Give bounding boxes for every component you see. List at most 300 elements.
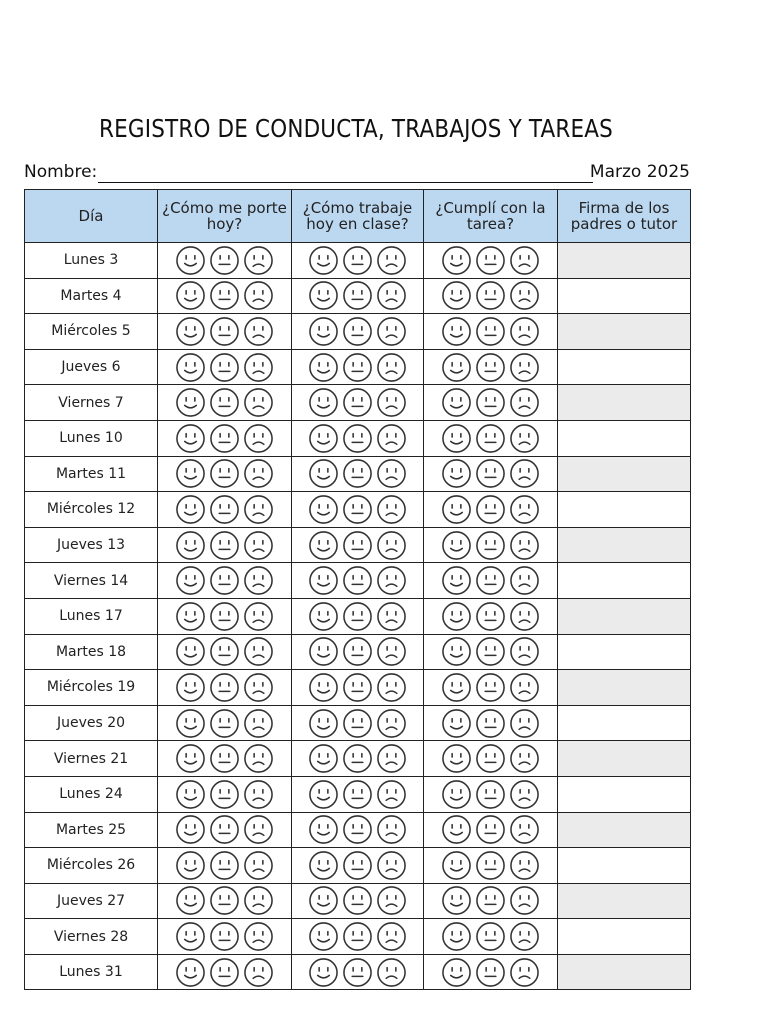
sad-face-icon[interactable]	[376, 921, 407, 952]
happy-face-icon[interactable]	[308, 672, 339, 703]
happy-face-icon[interactable]	[441, 601, 472, 632]
sad-face-icon[interactable]	[243, 494, 274, 525]
signature-cell[interactable]	[558, 314, 691, 350]
sad-face-icon[interactable]	[376, 779, 407, 810]
sad-face-icon[interactable]	[243, 743, 274, 774]
happy-face-icon[interactable]	[441, 885, 472, 916]
log-body	[25, 243, 691, 990]
happy-face-icon[interactable]	[175, 779, 206, 810]
neutral-face-icon[interactable]	[475, 494, 506, 525]
neutral-face-icon[interactable]	[475, 814, 506, 845]
happy-face-icon[interactable]	[441, 387, 472, 418]
behavior-rating-cell	[158, 776, 292, 812]
day-cell: Martes 25	[25, 812, 158, 848]
sad-face-icon[interactable]	[376, 316, 407, 347]
happy-face-icon[interactable]	[441, 636, 472, 667]
header-row	[25, 190, 691, 243]
happy-face-icon[interactable]	[175, 280, 206, 311]
sad-face-icon[interactable]	[376, 636, 407, 667]
sad-face-icon[interactable]	[509, 423, 540, 454]
neutral-face-icon[interactable]	[475, 565, 506, 596]
happy-face-icon[interactable]	[175, 387, 206, 418]
sad-face-icon[interactable]	[376, 601, 407, 632]
classwork-rating-cell	[292, 492, 424, 528]
homework-rating-cell	[424, 634, 558, 670]
neutral-face-icon[interactable]	[209, 280, 240, 311]
neutral-face-icon[interactable]	[209, 636, 240, 667]
happy-face-icon[interactable]	[308, 352, 339, 383]
sad-face-icon[interactable]	[509, 957, 540, 988]
sad-face-icon[interactable]	[376, 458, 407, 489]
sad-face-icon[interactable]	[509, 316, 540, 347]
sad-face-icon[interactable]	[376, 565, 407, 596]
sad-face-icon[interactable]	[243, 316, 274, 347]
happy-face-icon[interactable]	[175, 636, 206, 667]
table-row	[25, 278, 691, 314]
sad-face-icon[interactable]	[243, 530, 274, 561]
sad-face-icon[interactable]	[509, 530, 540, 561]
neutral-face-icon[interactable]	[209, 779, 240, 810]
behavior-rating-cell	[158, 705, 292, 741]
signature-cell[interactable]	[558, 563, 691, 599]
behavior-rating-cell	[158, 954, 292, 990]
sad-face-icon[interactable]	[243, 280, 274, 311]
signature-cell[interactable]	[558, 883, 691, 919]
happy-face-icon[interactable]	[441, 850, 472, 881]
neutral-face-icon[interactable]	[475, 850, 506, 881]
sad-face-icon[interactable]	[243, 352, 274, 383]
happy-face-icon[interactable]	[175, 352, 206, 383]
sad-face-icon[interactable]	[509, 636, 540, 667]
neutral-face-icon[interactable]	[209, 494, 240, 525]
sad-face-icon[interactable]	[509, 921, 540, 952]
happy-face-icon[interactable]	[175, 708, 206, 739]
sad-face-icon[interactable]	[243, 565, 274, 596]
happy-face-icon[interactable]	[175, 458, 206, 489]
happy-face-icon[interactable]	[175, 423, 206, 454]
happy-face-icon[interactable]	[441, 280, 472, 311]
signature-cell[interactable]	[558, 812, 691, 848]
neutral-face-icon[interactable]	[342, 885, 373, 916]
sad-face-icon[interactable]	[376, 814, 407, 845]
behavior-rating-cell	[158, 278, 292, 314]
neutral-face-icon[interactable]	[342, 743, 373, 774]
happy-face-icon[interactable]	[441, 530, 472, 561]
neutral-face-icon[interactable]	[209, 957, 240, 988]
signature-cell[interactable]	[558, 420, 691, 456]
neutral-face-icon[interactable]	[475, 316, 506, 347]
neutral-face-icon[interactable]	[475, 921, 506, 952]
happy-face-icon[interactable]	[175, 530, 206, 561]
signature-cell[interactable]	[558, 243, 691, 279]
sad-face-icon[interactable]	[509, 245, 540, 276]
classwork-rating-cell	[292, 527, 424, 563]
sad-face-icon[interactable]	[243, 921, 274, 952]
happy-face-icon[interactable]	[441, 921, 472, 952]
homework-face-options	[424, 423, 557, 454]
signature-cell[interactable]	[558, 349, 691, 385]
happy-face-icon[interactable]	[441, 814, 472, 845]
neutral-face-icon[interactable]	[209, 530, 240, 561]
neutral-face-icon[interactable]	[475, 245, 506, 276]
homework-rating-cell	[424, 527, 558, 563]
homework-face-options	[424, 708, 557, 739]
table-row	[25, 919, 691, 955]
table-row	[25, 349, 691, 385]
neutral-face-icon[interactable]	[342, 672, 373, 703]
neutral-face-icon[interactable]	[342, 850, 373, 881]
neutral-face-icon[interactable]	[342, 245, 373, 276]
happy-face-icon[interactable]	[175, 885, 206, 916]
signature-cell[interactable]	[558, 634, 691, 670]
sad-face-icon[interactable]	[376, 245, 407, 276]
behavior-face-options	[158, 352, 291, 383]
behavior-face-options	[158, 280, 291, 311]
happy-face-icon[interactable]	[175, 601, 206, 632]
happy-face-icon[interactable]	[308, 280, 339, 311]
month-label: Marzo 2025	[589, 162, 690, 182]
neutral-face-icon[interactable]	[342, 458, 373, 489]
table-row	[25, 492, 691, 528]
behavior-face-options	[158, 708, 291, 739]
sad-face-icon[interactable]	[243, 636, 274, 667]
day-cell: Lunes 17	[25, 598, 158, 634]
neutral-face-icon[interactable]	[475, 423, 506, 454]
homework-face-options	[424, 636, 557, 667]
signature-cell[interactable]	[558, 776, 691, 812]
happy-face-icon[interactable]	[175, 565, 206, 596]
neutral-face-icon[interactable]	[209, 814, 240, 845]
happy-face-icon[interactable]	[441, 779, 472, 810]
happy-face-icon[interactable]	[308, 779, 339, 810]
neutral-face-icon[interactable]	[209, 458, 240, 489]
happy-face-icon[interactable]	[308, 885, 339, 916]
happy-face-icon[interactable]	[175, 850, 206, 881]
neutral-face-icon[interactable]	[475, 957, 506, 988]
neutral-face-icon[interactable]	[342, 530, 373, 561]
behavior-rating-cell	[158, 456, 292, 492]
happy-face-icon[interactable]	[441, 423, 472, 454]
behavior-face-options	[158, 423, 291, 454]
sad-face-icon[interactable]	[243, 245, 274, 276]
neutral-face-icon[interactable]	[209, 921, 240, 952]
sad-face-icon[interactable]	[509, 814, 540, 845]
classwork-face-options	[292, 672, 423, 703]
signature-cell[interactable]	[558, 385, 691, 421]
signature-cell[interactable]	[558, 741, 691, 777]
day-cell: Miércoles 12	[25, 492, 158, 528]
neutral-face-icon[interactable]	[475, 458, 506, 489]
sad-face-icon[interactable]	[376, 423, 407, 454]
homework-rating-cell	[424, 812, 558, 848]
homework-rating-cell	[424, 563, 558, 599]
sad-face-icon[interactable]	[376, 280, 407, 311]
neutral-face-icon[interactable]	[475, 743, 506, 774]
homework-face-options	[424, 352, 557, 383]
day-cell: Lunes 24	[25, 776, 158, 812]
neutral-face-icon[interactable]	[342, 779, 373, 810]
signature-cell[interactable]	[558, 919, 691, 955]
classwork-rating-cell	[292, 243, 424, 279]
happy-face-icon[interactable]	[441, 352, 472, 383]
neutral-face-icon[interactable]	[342, 387, 373, 418]
neutral-face-icon[interactable]	[475, 601, 506, 632]
behavior-face-options	[158, 743, 291, 774]
happy-face-icon[interactable]	[308, 957, 339, 988]
sad-face-icon[interactable]	[509, 708, 540, 739]
happy-face-icon[interactable]	[308, 458, 339, 489]
neutral-face-icon[interactable]	[475, 885, 506, 916]
happy-face-icon[interactable]	[175, 743, 206, 774]
classwork-face-options	[292, 885, 423, 916]
happy-face-icon[interactable]	[441, 708, 472, 739]
sad-face-icon[interactable]	[376, 352, 407, 383]
day-cell: Jueves 6	[25, 349, 158, 385]
happy-face-icon[interactable]	[441, 672, 472, 703]
sad-face-icon[interactable]	[509, 601, 540, 632]
happy-face-icon[interactable]	[441, 245, 472, 276]
neutral-face-icon[interactable]	[475, 530, 506, 561]
sad-face-icon[interactable]	[376, 708, 407, 739]
sad-face-icon[interactable]	[376, 885, 407, 916]
happy-face-icon[interactable]	[308, 565, 339, 596]
neutral-face-icon[interactable]	[342, 957, 373, 988]
day-cell: Viernes 14	[25, 563, 158, 599]
classwork-rating-cell	[292, 812, 424, 848]
classwork-face-options	[292, 850, 423, 881]
sad-face-icon[interactable]	[509, 280, 540, 311]
signature-cell[interactable]	[558, 670, 691, 706]
happy-face-icon[interactable]	[308, 850, 339, 881]
sad-face-icon[interactable]	[509, 779, 540, 810]
happy-face-icon[interactable]	[308, 387, 339, 418]
happy-face-icon[interactable]	[308, 708, 339, 739]
neutral-face-icon[interactable]	[342, 565, 373, 596]
homework-rating-cell	[424, 705, 558, 741]
sad-face-icon[interactable]	[509, 494, 540, 525]
happy-face-icon[interactable]	[175, 494, 206, 525]
sad-face-icon[interactable]	[376, 672, 407, 703]
homework-rating-cell	[424, 741, 558, 777]
signature-cell[interactable]	[558, 954, 691, 990]
signature-cell[interactable]	[558, 848, 691, 884]
classwork-rating-cell	[292, 456, 424, 492]
neutral-face-icon[interactable]	[475, 352, 506, 383]
table-row	[25, 314, 691, 350]
name-field[interactable]	[98, 182, 593, 183]
sad-face-icon[interactable]	[243, 885, 274, 916]
happy-face-icon[interactable]	[308, 316, 339, 347]
table-row	[25, 741, 691, 777]
classwork-rating-cell	[292, 598, 424, 634]
behavior-rating-cell	[158, 527, 292, 563]
happy-face-icon[interactable]	[308, 494, 339, 525]
sad-face-icon[interactable]	[509, 458, 540, 489]
behavior-face-options	[158, 672, 291, 703]
sad-face-icon[interactable]	[243, 387, 274, 418]
sad-face-icon[interactable]	[243, 779, 274, 810]
sad-face-icon[interactable]	[243, 850, 274, 881]
neutral-face-icon[interactable]	[475, 779, 506, 810]
behavior-log-table	[24, 189, 691, 990]
signature-cell[interactable]	[558, 456, 691, 492]
sad-face-icon[interactable]	[376, 494, 407, 525]
happy-face-icon[interactable]	[175, 814, 206, 845]
classwork-face-options	[292, 387, 423, 418]
behavior-rating-cell	[158, 598, 292, 634]
signature-cell[interactable]	[558, 705, 691, 741]
classwork-rating-cell	[292, 741, 424, 777]
sad-face-icon[interactable]	[243, 672, 274, 703]
day-cell: Lunes 10	[25, 420, 158, 456]
day-cell: Martes 11	[25, 456, 158, 492]
classwork-face-options	[292, 352, 423, 383]
classwork-rating-cell	[292, 634, 424, 670]
homework-face-options	[424, 885, 557, 916]
sad-face-icon[interactable]	[509, 565, 540, 596]
neutral-face-icon[interactable]	[342, 352, 373, 383]
neutral-face-icon[interactable]	[209, 850, 240, 881]
happy-face-icon[interactable]	[308, 530, 339, 561]
happy-face-icon[interactable]	[175, 316, 206, 347]
signature-cell[interactable]	[558, 527, 691, 563]
happy-face-icon[interactable]	[441, 494, 472, 525]
table-row	[25, 848, 691, 884]
happy-face-icon[interactable]	[308, 636, 339, 667]
classwork-face-options	[292, 743, 423, 774]
homework-rating-cell	[424, 314, 558, 350]
happy-face-icon[interactable]	[175, 957, 206, 988]
homework-rating-cell	[424, 670, 558, 706]
neutral-face-icon[interactable]	[209, 565, 240, 596]
signature-cell[interactable]	[558, 598, 691, 634]
header-signature: Firma de los padres o tutor	[558, 190, 691, 243]
neutral-face-icon[interactable]	[342, 494, 373, 525]
classwork-face-options	[292, 708, 423, 739]
happy-face-icon[interactable]	[441, 458, 472, 489]
behavior-face-options	[158, 458, 291, 489]
classwork-face-options	[292, 565, 423, 596]
sad-face-icon[interactable]	[376, 743, 407, 774]
happy-face-icon[interactable]	[308, 423, 339, 454]
sad-face-icon[interactable]	[376, 850, 407, 881]
header-day: Día	[25, 190, 158, 243]
signature-cell[interactable]	[558, 278, 691, 314]
day-cell: Lunes 3	[25, 243, 158, 279]
neutral-face-icon[interactable]	[209, 743, 240, 774]
sad-face-icon[interactable]	[243, 708, 274, 739]
behavior-rating-cell	[158, 741, 292, 777]
sad-face-icon[interactable]	[509, 672, 540, 703]
table-row	[25, 456, 691, 492]
behavior-rating-cell	[158, 385, 292, 421]
neutral-face-icon[interactable]	[209, 316, 240, 347]
sad-face-icon[interactable]	[509, 885, 540, 916]
neutral-face-icon[interactable]	[209, 387, 240, 418]
happy-face-icon[interactable]	[308, 743, 339, 774]
neutral-face-icon[interactable]	[342, 708, 373, 739]
happy-face-icon[interactable]	[308, 245, 339, 276]
behavior-face-options	[158, 245, 291, 276]
happy-face-icon[interactable]	[441, 565, 472, 596]
sad-face-icon[interactable]	[376, 387, 407, 418]
classwork-rating-cell	[292, 883, 424, 919]
happy-face-icon[interactable]	[308, 601, 339, 632]
sad-face-icon[interactable]	[376, 530, 407, 561]
happy-face-icon[interactable]	[308, 814, 339, 845]
neutral-face-icon[interactable]	[342, 601, 373, 632]
neutral-face-icon[interactable]	[342, 280, 373, 311]
behavior-face-options	[158, 779, 291, 810]
happy-face-icon[interactable]	[441, 316, 472, 347]
sad-face-icon[interactable]	[509, 850, 540, 881]
classwork-rating-cell	[292, 670, 424, 706]
happy-face-icon[interactable]	[308, 921, 339, 952]
homework-face-options	[424, 672, 557, 703]
neutral-face-icon[interactable]	[342, 814, 373, 845]
table-row	[25, 634, 691, 670]
neutral-face-icon[interactable]	[209, 601, 240, 632]
neutral-face-icon[interactable]	[475, 280, 506, 311]
day-cell: Jueves 20	[25, 705, 158, 741]
sad-face-icon[interactable]	[509, 352, 540, 383]
classwork-rating-cell	[292, 954, 424, 990]
classwork-face-options	[292, 636, 423, 667]
sad-face-icon[interactable]	[243, 814, 274, 845]
behavior-rating-cell	[158, 670, 292, 706]
neutral-face-icon[interactable]	[475, 387, 506, 418]
neutral-face-icon[interactable]	[342, 636, 373, 667]
neutral-face-icon[interactable]	[475, 636, 506, 667]
neutral-face-icon[interactable]	[209, 708, 240, 739]
behavior-face-options	[158, 565, 291, 596]
sad-face-icon[interactable]	[509, 387, 540, 418]
homework-face-options	[424, 458, 557, 489]
neutral-face-icon[interactable]	[209, 885, 240, 916]
happy-face-icon[interactable]	[175, 672, 206, 703]
happy-face-icon[interactable]	[441, 743, 472, 774]
homework-face-options	[424, 957, 557, 988]
sad-face-icon[interactable]	[243, 601, 274, 632]
neutral-face-icon[interactable]	[209, 245, 240, 276]
happy-face-icon[interactable]	[175, 921, 206, 952]
homework-rating-cell	[424, 919, 558, 955]
sad-face-icon[interactable]	[376, 957, 407, 988]
signature-cell[interactable]	[558, 492, 691, 528]
classwork-face-options	[292, 921, 423, 952]
behavior-rating-cell	[158, 848, 292, 884]
neutral-face-icon[interactable]	[342, 423, 373, 454]
neutral-face-icon[interactable]	[475, 672, 506, 703]
neutral-face-icon[interactable]	[209, 672, 240, 703]
happy-face-icon[interactable]	[441, 957, 472, 988]
homework-rating-cell	[424, 883, 558, 919]
neutral-face-icon[interactable]	[209, 423, 240, 454]
page-title: REGISTRO DE CONDUCTA, TRABAJOS Y TAREAS	[99, 114, 613, 143]
neutral-face-icon[interactable]	[342, 921, 373, 952]
sad-face-icon[interactable]	[243, 423, 274, 454]
sad-face-icon[interactable]	[243, 957, 274, 988]
homework-rating-cell	[424, 278, 558, 314]
neutral-face-icon[interactable]	[209, 352, 240, 383]
sad-face-icon[interactable]	[243, 458, 274, 489]
classwork-face-options	[292, 494, 423, 525]
neutral-face-icon[interactable]	[475, 708, 506, 739]
header-classwork: ¿Cómo trabaje hoy en clase?	[292, 190, 424, 243]
happy-face-icon[interactable]	[175, 245, 206, 276]
neutral-face-icon[interactable]	[342, 316, 373, 347]
sad-face-icon[interactable]	[509, 743, 540, 774]
